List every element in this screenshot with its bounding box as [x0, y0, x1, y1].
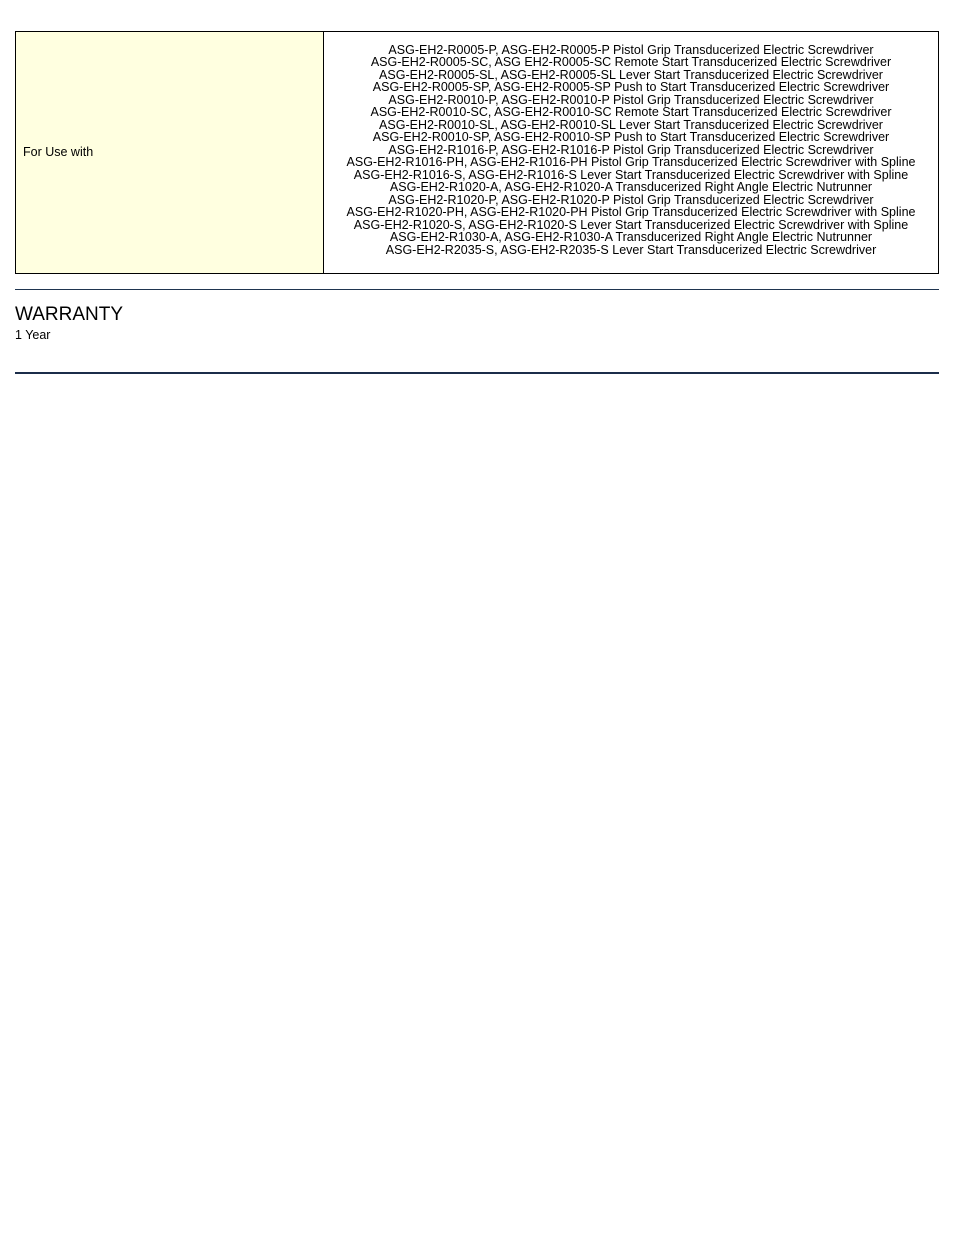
compatible-model-line: ASG-EH2-R1030-A, ASG-EH2-R1030-A Transducerized Right Angle Electric Nutrunner — [389, 230, 873, 245]
spec-table — [15, 31, 939, 274]
compatible-model-line: ASG-EH2-R1020-S, ASG-EH2-R1020-S Lever Start Transducerized Electric Screwdriver with Spline — [353, 217, 909, 232]
compatible-model-line: ASG-EH2-R1016-PH, ASG-EH2-R1016-PH Pistol Grip Transducerized Electric Screwdriver with Spline — [346, 155, 916, 170]
compatible-model-line: ASG-EH2-R0010-P, ASG-EH2-R0010-P Pistol Grip Transducerized Electric Screwdriver — [388, 92, 874, 107]
compatible-model-line: ASG-EH2-R0005-SP, ASG-EH2-R0005-SP Push to Start Transducerized Electric Screwdriver — [372, 80, 890, 95]
warranty-value: 1 Year — [15, 328, 51, 342]
compatible-model-line: ASG-EH2-R1016-S, ASG-EH2-R1016-S Lever Start Transducerized Electric Screwdriver with Spline — [353, 167, 909, 182]
compatible-model-line: ASG-EH2-R0010-SL, ASG-EH2-R0010-SL Lever Start Transducerized Electric Screwdriver — [379, 117, 883, 132]
compatible-model-line: ASG-EH2-R1016-P, ASG-EH2-R1016-P Pistol Grip Transducerized Electric Screwdriver — [388, 142, 874, 157]
compatible-model-line: ASG-EH2-R1020-P, ASG-EH2-R1020-P Pistol Grip Transducerized Electric Screwdriver — [388, 192, 874, 207]
compatible-model-line: ASG-EH2-R0005-SC, ASG EH2-R0005-SC Remote Start Transducerized Electric Screwdriver — [370, 55, 892, 70]
spec-row-for-use-with — [16, 32, 939, 274]
compatible-model-line: ASG-EH2-R0010-SP, ASG-EH2-R0010-SP Push to Start Transducerized Electric Screwdriver — [372, 130, 890, 145]
compatible-model-line: ASG-EH2-R0005-P, ASG-EH2-R0005-P Pistol Grip Transducerized Electric Screwdriver — [388, 42, 874, 57]
compatible-model-line: ASG-EH2-R1020-A, ASG-EH2-R1020-A Transducerized Right Angle Electric Nutrunner — [389, 180, 873, 195]
compatible-model-line: ASG-EH2-R0005-SL, ASG-EH2-R0005-SL Lever Start Transducerized Electric Screwdriver — [379, 67, 883, 82]
warranty-heading: WARRANTY — [15, 304, 124, 325]
section-divider-bottom — [15, 372, 939, 374]
compatible-model-line: ASG-EH2-R1020-PH, ASG-EH2-R1020-PH Pistol Grip Transducerized Electric Screwdriver with Spline — [346, 205, 916, 220]
section-divider-top — [15, 289, 939, 290]
compatible-model-line: ASG-EH2-R2035-S, ASG-EH2-R2035-S Lever Start Transducerized Electric Screwdriver — [385, 242, 877, 257]
spec-value-compatible-models — [324, 32, 939, 274]
compatible-model-line: ASG-EH2-R0010-SC, ASG-EH2-R0010-SC Remote Start Transducerized Electric Screwdriver — [370, 105, 892, 120]
spec-label: For Use with — [16, 32, 324, 274]
